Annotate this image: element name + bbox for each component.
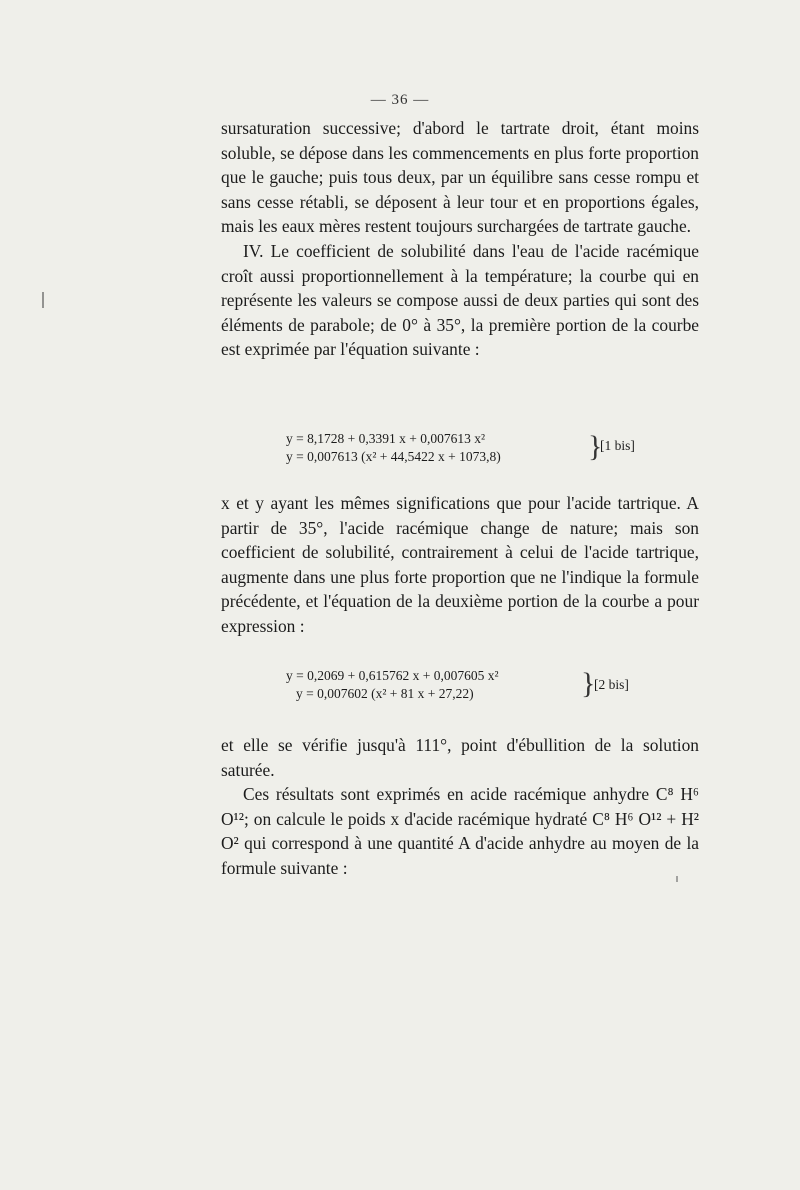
brace: }: [588, 430, 603, 463]
equation-line: y = 0,007613 (x² + 44,5422 x + 1073,8): [286, 449, 501, 464]
equation-line: y = 0,2069 + 0,615762 x + 0,007605 x²: [286, 668, 499, 683]
paragraph: IV. Le coefficient de solubilité dans l'eau de l'acide racémique croît aussi proportionnellement à la température; la courbe qui en représente les valeurs se compose aussi de deux parties qui sont des éléments de parabole; de 0° à 35°, la première portion de la courbe est exprimée par l'équation suivante :: [221, 240, 699, 360]
text-block: [221, 116, 699, 362]
equation-label: [2 bis]: [594, 677, 629, 692]
equation-line: y = 8,1728 + 0,3391 x + 0,007613 x²: [286, 431, 486, 446]
margin-mark: [42, 292, 44, 308]
paragraph: Ces résultats sont exprimés en acide racémique anhydre C⁸ H⁶ O¹²; on calcule le poids x d'acide racémique hydraté C⁸ H⁶ O¹² + H² O² qui correspond à une quantité A d'acide anhydre au moyen de la formule suivante :: [221, 784, 699, 878]
equation-system-1: [286, 430, 603, 466]
paragraph: x et y ayant les mêmes significations que pour l'acide tartrique. A partir de 35°, l'acide racémique change de nature; mais son coefficient de solubilité, contrairement à celui de l'acide tartrique, augmente dans une plus forte proportion que ne l'indique la formule précédente, et l'équation de la deuxième portion de la courbe a pour expression :: [221, 493, 699, 636]
paragraph: et elle se vérifie jusqu'à 111°, point d'ébullition de la solution saturée.: [221, 735, 699, 780]
text-block: [221, 491, 699, 639]
equation-line: y = 0,007602 (x² + 81 x + 27,22): [296, 686, 474, 701]
equation-system-2: [286, 667, 596, 703]
equation-label: [1 bis]: [600, 438, 635, 453]
text-block: [221, 733, 699, 881]
page-number: — 36 —: [370, 92, 430, 108]
brace: }: [581, 667, 596, 700]
paragraph: sursaturation successive; d'abord le tartrate droit, étant moins soluble, se dépose dans les commencements en plus forte proportion que le gauche; puis tous deux, par un équilibre sans cesse rompu et sans cesse rétabli, se déposent à leur tour et en proportions égales, mais les eaux mères restent toujours surchargées de tartrate gauche.: [221, 118, 699, 237]
